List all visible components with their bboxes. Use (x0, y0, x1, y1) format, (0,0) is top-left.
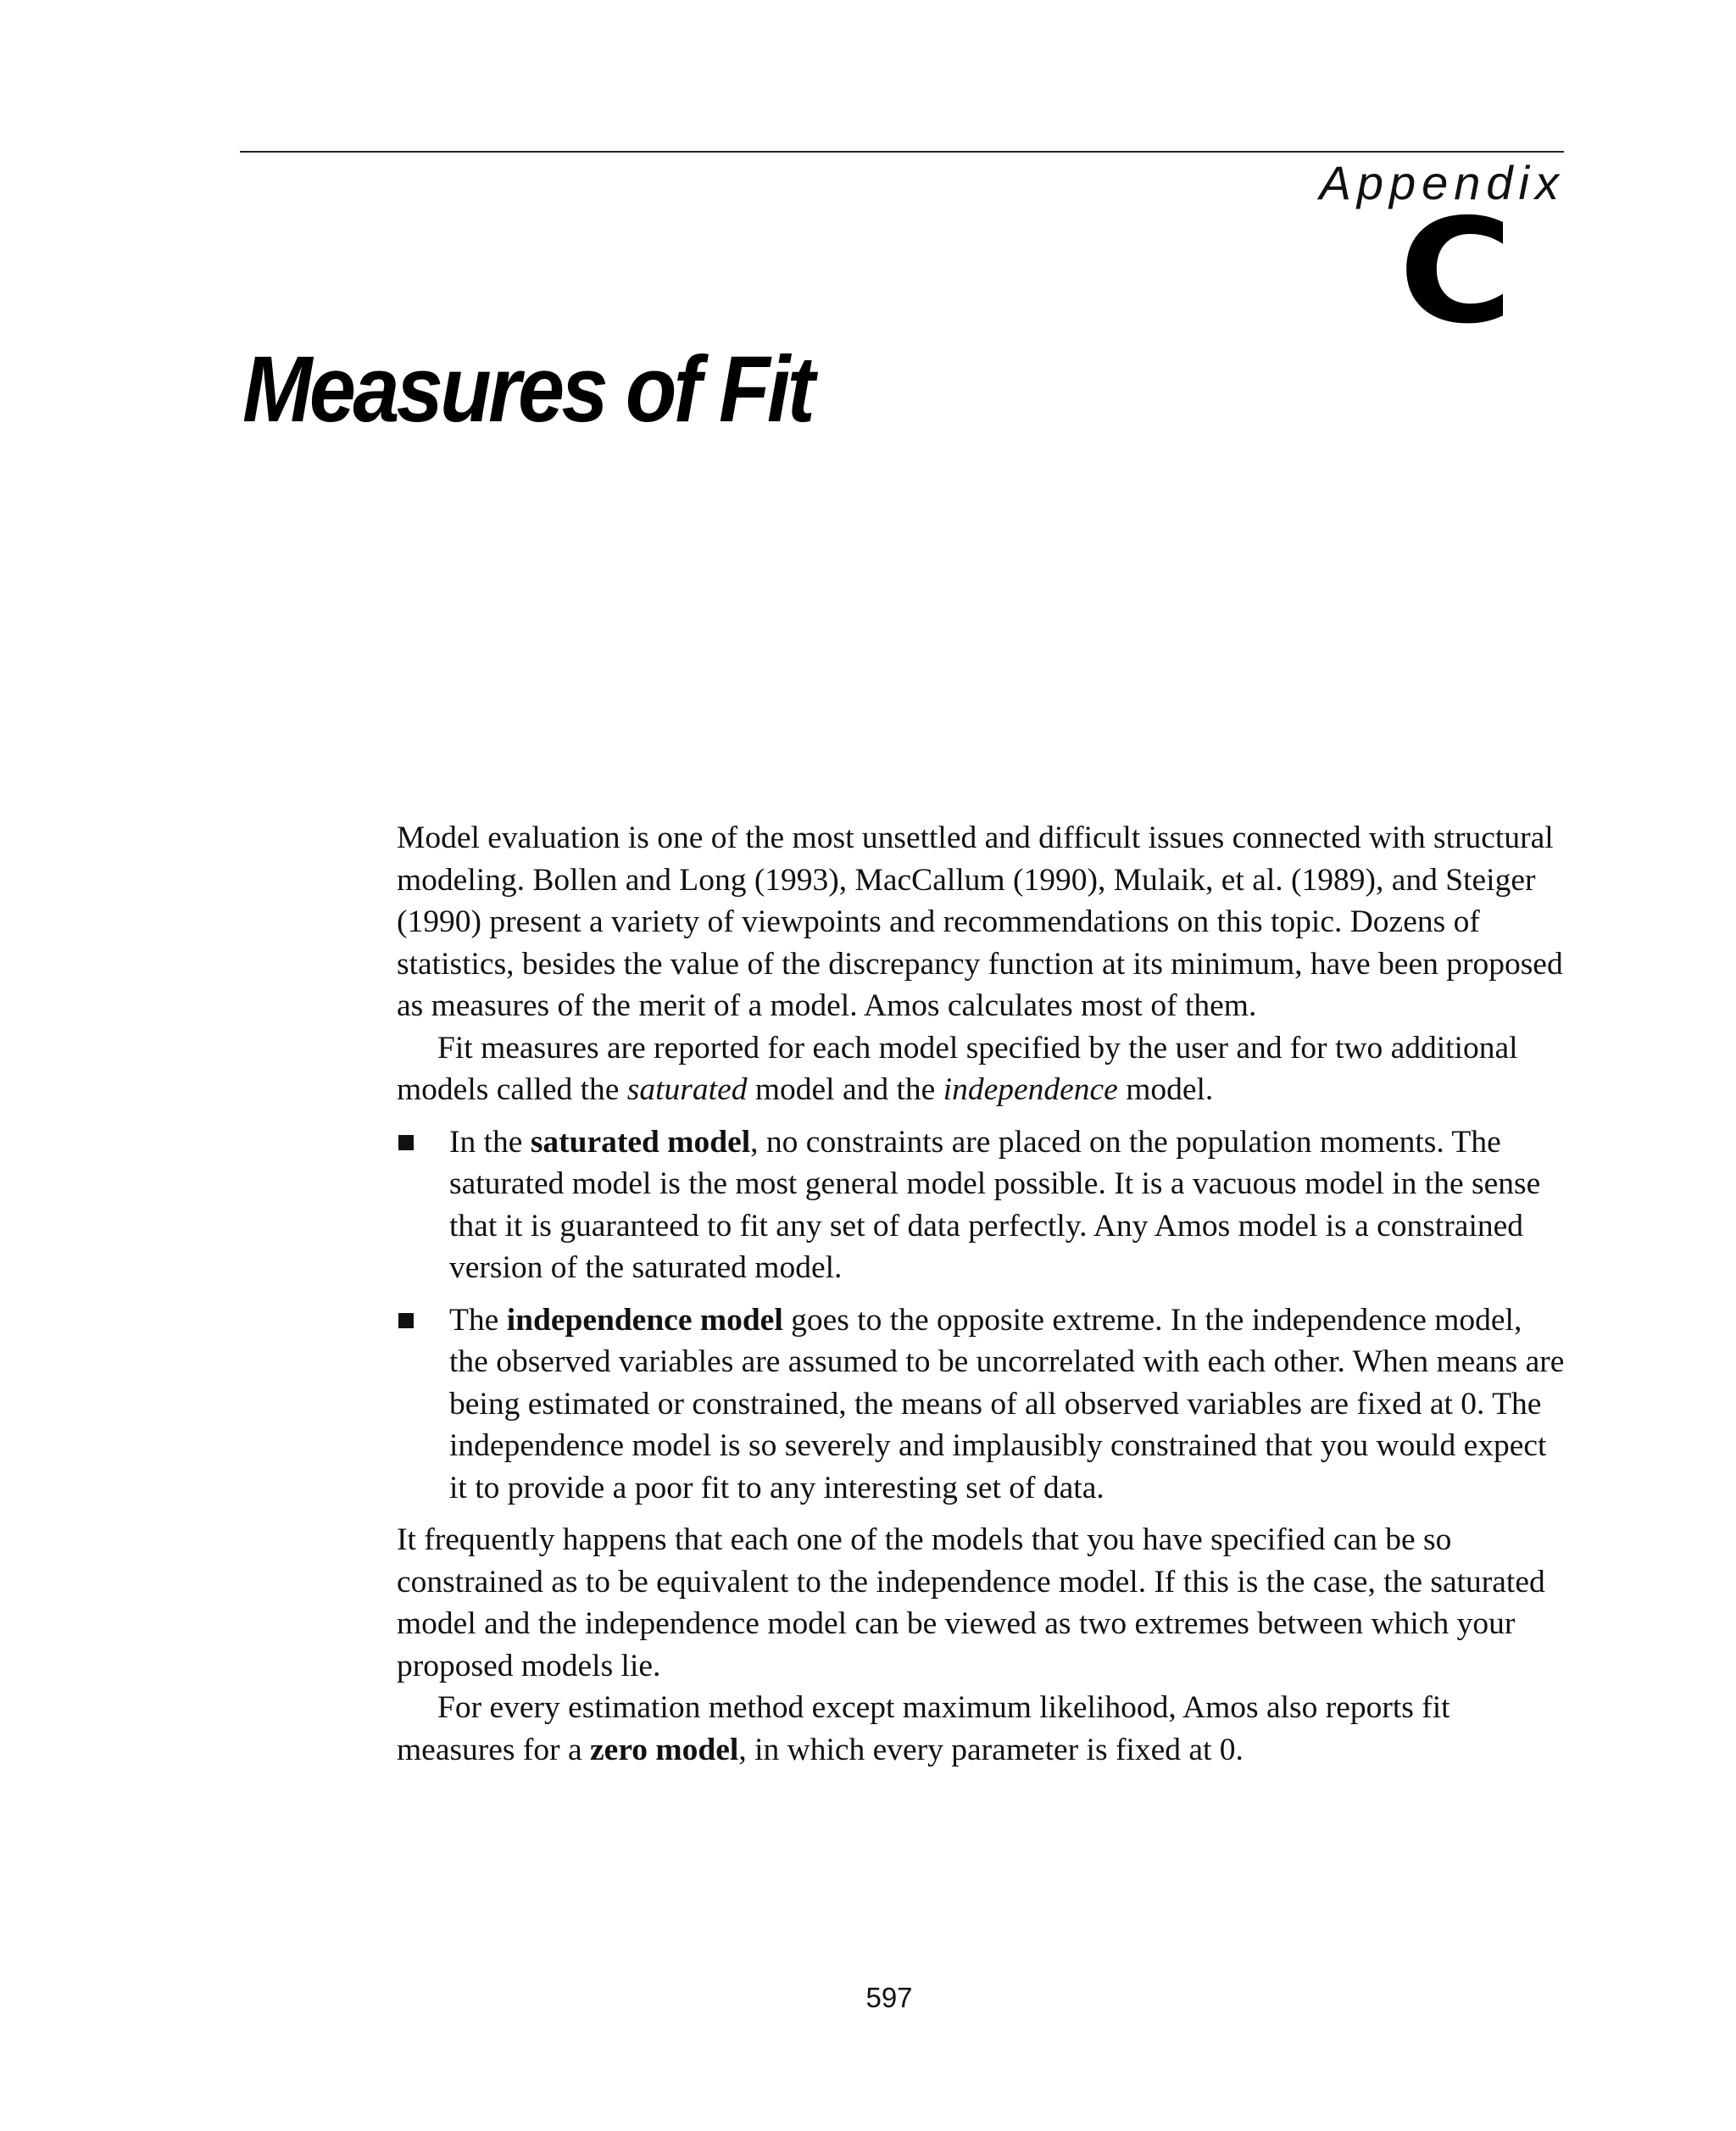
list-item-saturated (397, 1121, 1565, 1289)
paragraph-intro: Model evaluation is one of the most unsettled and difficult issues connected with structural modeling. Bollen and Long (1993), MacCallum (1990), Mulaik, et al. (1989), and Steiger (1990) present a variety of viewpoints and recommendations on this topic. Dozens of statistics, besides the value of the discrepancy function at its minimum, have been proposed as measures of the merit of a model. Amos calculates most of them. (397, 821, 1563, 1023)
appendix-label: Appendix (1319, 156, 1565, 209)
text-run: The (449, 1302, 507, 1338)
text-run: In the (449, 1124, 531, 1160)
text-run: model and the (747, 1072, 943, 1107)
text-run: Fit measures are reported for each model specified by the user and for two additional models called the (397, 1030, 1518, 1107)
emphasis-saturated: saturated (626, 1072, 748, 1107)
paragraph-equivalence: It frequently happens that each one of the models that you have specified can be so constrained as to be equivalent to the independence model. If this is the case, the saturated model and the independence model can be viewed as two extremes between which your proposed models lie. (397, 1522, 1545, 1683)
paragraph-zero-model (397, 1687, 1565, 1771)
paragraph-fit-measures (397, 1027, 1565, 1111)
appendix-letter: C (1399, 188, 1513, 356)
list-item-independence (397, 1299, 1565, 1510)
text-run: goes to the opposite extreme. In the independence model, the observed variables are assumed to be uncorrelated with each other. When means are being estimated or constrained, the means of all observed variables are fixed at 0. The independence model is so severely and implausibly constrained that you would expect it to provide a poor fit to any interesting set of data. (449, 1302, 1565, 1505)
bullet-list (397, 1121, 1565, 1510)
text-run: model. (1117, 1072, 1214, 1107)
square-bullet-icon (398, 1135, 414, 1150)
term-zero-model: zero model (590, 1732, 739, 1767)
emphasis-independence: independence (943, 1072, 1118, 1107)
body-text (397, 817, 1565, 1771)
term-saturated-model: saturated model (530, 1124, 751, 1160)
square-bullet-icon (398, 1313, 414, 1328)
page-number: 597 (865, 1982, 913, 2013)
header-rule (240, 151, 1564, 153)
term-independence-model: independence model (506, 1302, 783, 1338)
text-run: , in which every parameter is fixed at 0. (738, 1732, 1244, 1767)
text-run: For every estimation method except maximum likelihood, Amos also reports fit measures for a (397, 1690, 1450, 1767)
chapter-title: Measures of Fit (242, 337, 813, 442)
text-run: , no constraints are placed on the population moments. The saturated model is the most general model possible. It is a vacuous model in the sense that it is guaranteed to fit any set of data perfectly. Any Amos model is a constrained version of the saturated model. (449, 1124, 1541, 1285)
